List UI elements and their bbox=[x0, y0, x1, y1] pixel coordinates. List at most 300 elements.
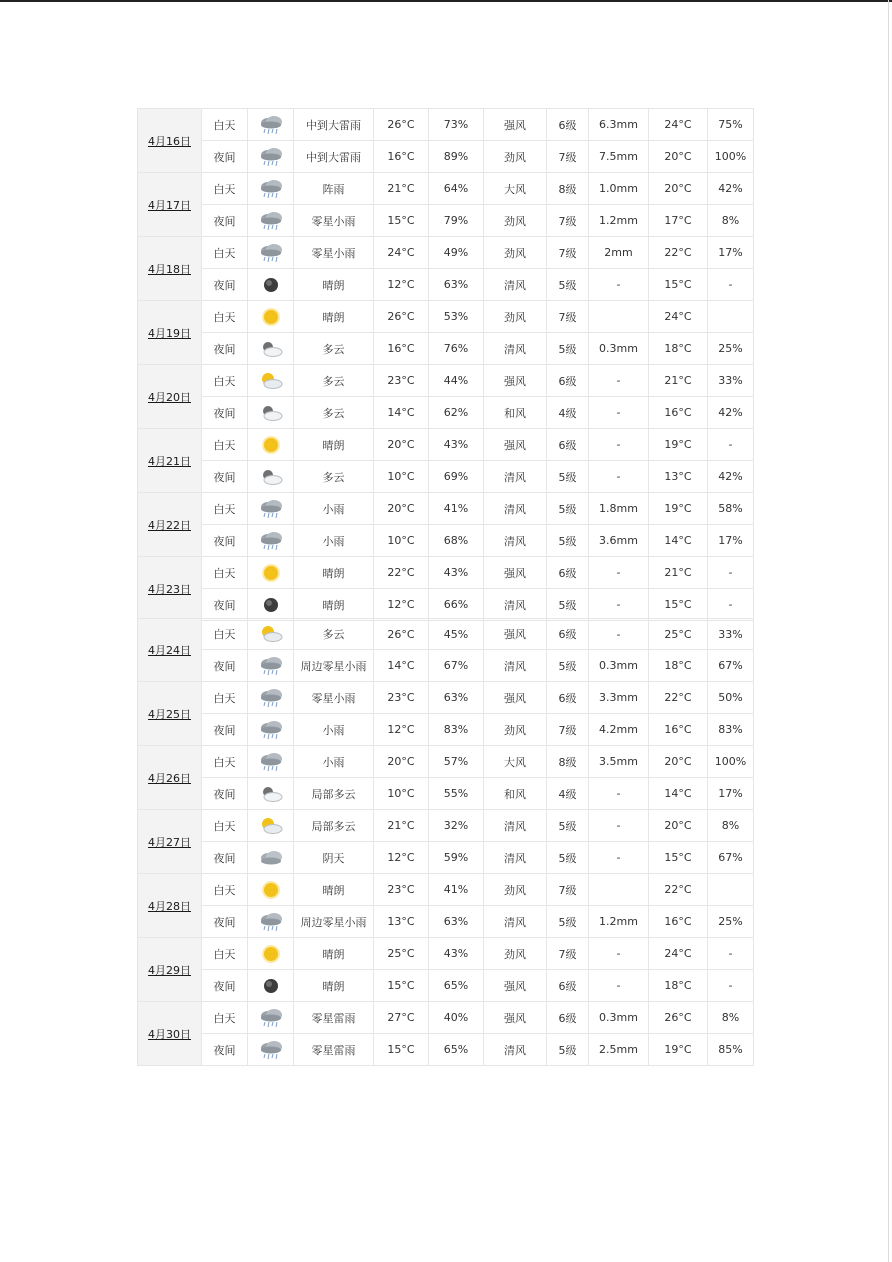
humidity-cell: 89% bbox=[429, 141, 484, 173]
period-cell: 夜间 bbox=[202, 525, 248, 557]
weather-cell: 多云 bbox=[294, 365, 374, 397]
date-link[interactable]: 4月25日 bbox=[148, 707, 191, 721]
weather-cell: 周边零星小雨 bbox=[294, 906, 374, 938]
forecast-row bbox=[138, 205, 754, 237]
moon-icon bbox=[248, 975, 293, 997]
temperature-cell: 26°C bbox=[374, 109, 429, 141]
period-cell: 白天 bbox=[202, 301, 248, 333]
date-cell bbox=[138, 237, 202, 301]
precipitation-cell: - bbox=[589, 619, 649, 650]
feels-like-cell: 18°C bbox=[649, 650, 708, 682]
period-cell: 夜间 bbox=[202, 842, 248, 874]
precipitation-cell: 1.2mm bbox=[589, 906, 649, 938]
wind-cell: 清风 bbox=[484, 525, 547, 557]
icon-cell bbox=[248, 906, 294, 938]
sun-icon bbox=[248, 306, 293, 328]
humidity-cell: 64% bbox=[429, 173, 484, 205]
feels-like-cell: 20°C bbox=[649, 173, 708, 205]
temperature-cell: 14°C bbox=[374, 397, 429, 429]
icon-cell bbox=[248, 557, 294, 589]
feels-like-cell: 18°C bbox=[649, 970, 708, 1002]
wind-level-cell: 4级 bbox=[547, 397, 589, 429]
precipitation-cell: 3.6mm bbox=[589, 525, 649, 557]
temperature-cell: 15°C bbox=[374, 1034, 429, 1066]
forecast-row bbox=[138, 810, 754, 842]
period-cell: 夜间 bbox=[202, 141, 248, 173]
humidity-cell: 69% bbox=[429, 461, 484, 493]
humidity-cell: 40% bbox=[429, 1002, 484, 1034]
period-cell: 夜间 bbox=[202, 397, 248, 429]
icon-cell bbox=[248, 619, 294, 650]
temperature-cell: 10°C bbox=[374, 461, 429, 493]
forecast-row bbox=[138, 237, 754, 269]
feels-like-cell: 16°C bbox=[649, 906, 708, 938]
wind-level-cell: 5级 bbox=[547, 650, 589, 682]
rain-icon bbox=[248, 751, 293, 773]
partly-cloudy-night-icon bbox=[248, 338, 293, 360]
icon-cell bbox=[248, 525, 294, 557]
humidity-cell: 63% bbox=[429, 906, 484, 938]
weather-cell: 周边零星小雨 bbox=[294, 650, 374, 682]
wind-cell: 大风 bbox=[484, 173, 547, 205]
humidity-cell: 63% bbox=[429, 682, 484, 714]
temperature-cell: 15°C bbox=[374, 970, 429, 1002]
chance-cell: - bbox=[708, 589, 754, 621]
icon-cell bbox=[248, 778, 294, 810]
weather-cell: 零星雷雨 bbox=[294, 1002, 374, 1034]
chance-cell: 25% bbox=[708, 906, 754, 938]
period-cell: 白天 bbox=[202, 1002, 248, 1034]
chance-cell: 42% bbox=[708, 397, 754, 429]
forecast-row bbox=[138, 429, 754, 461]
date-cell bbox=[138, 173, 202, 237]
chance-cell: 83% bbox=[708, 714, 754, 746]
icon-cell bbox=[248, 746, 294, 778]
icon-cell bbox=[248, 141, 294, 173]
period-cell: 夜间 bbox=[202, 205, 248, 237]
partly-cloudy-night-icon bbox=[248, 783, 293, 805]
wind-cell: 清风 bbox=[484, 269, 547, 301]
chance-cell bbox=[708, 301, 754, 333]
temperature-cell: 27°C bbox=[374, 1002, 429, 1034]
precipitation-cell: - bbox=[589, 365, 649, 397]
partly-cloudy-day-icon bbox=[248, 623, 293, 645]
temperature-cell: 12°C bbox=[374, 842, 429, 874]
icon-cell bbox=[248, 109, 294, 141]
rain-icon bbox=[248, 114, 293, 136]
wind-cell: 清风 bbox=[484, 810, 547, 842]
wind-level-cell: 7级 bbox=[547, 874, 589, 906]
wind-level-cell: 5级 bbox=[547, 842, 589, 874]
humidity-cell: 59% bbox=[429, 842, 484, 874]
wind-cell: 清风 bbox=[484, 333, 547, 365]
wind-cell: 劲风 bbox=[484, 301, 547, 333]
precipitation-cell: - bbox=[589, 557, 649, 589]
feels-like-cell: 25°C bbox=[649, 619, 708, 650]
date-link[interactable]: 4月24日 bbox=[148, 644, 191, 657]
feels-like-cell: 21°C bbox=[649, 365, 708, 397]
wind-level-cell: 8级 bbox=[547, 746, 589, 778]
period-cell: 夜间 bbox=[202, 650, 248, 682]
precipitation-cell: - bbox=[589, 269, 649, 301]
date-link[interactable]: 4月17日 bbox=[148, 198, 191, 212]
weather-cell: 小雨 bbox=[294, 714, 374, 746]
temperature-cell: 23°C bbox=[374, 874, 429, 906]
period-cell: 夜间 bbox=[202, 1034, 248, 1066]
date-cell bbox=[138, 557, 202, 621]
temperature-cell: 22°C bbox=[374, 557, 429, 589]
weather-cell: 晴朗 bbox=[294, 557, 374, 589]
icon-cell bbox=[248, 397, 294, 429]
precipitation-cell: 2mm bbox=[589, 237, 649, 269]
wind-level-cell: 6级 bbox=[547, 365, 589, 397]
partly-cloudy-day-icon bbox=[248, 370, 293, 392]
weather-cell: 小雨 bbox=[294, 525, 374, 557]
wind-cell: 和风 bbox=[484, 397, 547, 429]
weather-cell: 小雨 bbox=[294, 746, 374, 778]
chance-cell: 100% bbox=[708, 141, 754, 173]
chance-cell: - bbox=[708, 557, 754, 589]
icon-cell bbox=[248, 365, 294, 397]
icon-cell bbox=[248, 1034, 294, 1066]
date-link[interactable]: 4月30日 bbox=[148, 1027, 191, 1041]
humidity-cell: 41% bbox=[429, 493, 484, 525]
forecast-row bbox=[138, 906, 754, 938]
date-link[interactable]: 4月21日 bbox=[148, 454, 191, 468]
precipitation-cell: - bbox=[589, 842, 649, 874]
weather-cell: 零星小雨 bbox=[294, 237, 374, 269]
weather-table-part-1 bbox=[137, 108, 754, 621]
date-cell bbox=[138, 301, 202, 365]
wind-cell: 劲风 bbox=[484, 714, 547, 746]
temperature-cell: 10°C bbox=[374, 525, 429, 557]
weather-cell: 晴朗 bbox=[294, 938, 374, 970]
icon-cell bbox=[248, 810, 294, 842]
wind-level-cell: 6级 bbox=[547, 109, 589, 141]
wind-cell: 清风 bbox=[484, 650, 547, 682]
precipitation-cell: - bbox=[589, 778, 649, 810]
period-cell: 白天 bbox=[202, 173, 248, 205]
icon-cell bbox=[248, 589, 294, 621]
weather-cell: 中到大雷雨 bbox=[294, 141, 374, 173]
period-cell: 夜间 bbox=[202, 970, 248, 1002]
chance-cell: 17% bbox=[708, 237, 754, 269]
feels-like-cell: 15°C bbox=[649, 269, 708, 301]
humidity-cell: 32% bbox=[429, 810, 484, 842]
rain-icon bbox=[248, 178, 293, 200]
wind-cell: 清风 bbox=[484, 1034, 547, 1066]
sun-icon bbox=[248, 434, 293, 456]
precipitation-cell: - bbox=[589, 429, 649, 461]
date-link[interactable]: 4月27日 bbox=[148, 835, 191, 849]
chance-cell bbox=[708, 874, 754, 906]
forecast-row bbox=[138, 589, 754, 621]
precipitation-cell bbox=[589, 301, 649, 333]
feels-like-cell: 19°C bbox=[649, 429, 708, 461]
wind-cell: 大风 bbox=[484, 746, 547, 778]
humidity-cell: 57% bbox=[429, 746, 484, 778]
period-cell: 白天 bbox=[202, 493, 248, 525]
wind-level-cell: 5级 bbox=[547, 906, 589, 938]
humidity-cell: 76% bbox=[429, 333, 484, 365]
forecast-row bbox=[138, 173, 754, 205]
wind-cell: 劲风 bbox=[484, 141, 547, 173]
weather-cell: 晴朗 bbox=[294, 301, 374, 333]
feels-like-cell: 21°C bbox=[649, 557, 708, 589]
date-cell bbox=[138, 429, 202, 493]
wind-cell: 和风 bbox=[484, 778, 547, 810]
wind-level-cell: 8级 bbox=[547, 173, 589, 205]
period-cell: 白天 bbox=[202, 619, 248, 650]
precipitation-cell: 4.2mm bbox=[589, 714, 649, 746]
humidity-cell: 66% bbox=[429, 589, 484, 621]
date-cell bbox=[138, 938, 202, 1002]
forecast-row bbox=[138, 650, 754, 682]
chance-cell: - bbox=[708, 970, 754, 1002]
precipitation-cell: 3.3mm bbox=[589, 682, 649, 714]
temperature-cell: 26°C bbox=[374, 301, 429, 333]
rain-icon bbox=[248, 146, 293, 168]
precipitation-cell: 3.5mm bbox=[589, 746, 649, 778]
feels-like-cell: 26°C bbox=[649, 1002, 708, 1034]
feels-like-cell: 14°C bbox=[649, 778, 708, 810]
cloud-icon bbox=[248, 847, 293, 869]
date-cell bbox=[138, 109, 202, 173]
weather-cell: 多云 bbox=[294, 461, 374, 493]
feels-like-cell: 22°C bbox=[649, 682, 708, 714]
wind-cell: 强风 bbox=[484, 365, 547, 397]
feels-like-cell: 24°C bbox=[649, 109, 708, 141]
wind-cell: 清风 bbox=[484, 461, 547, 493]
precipitation-cell bbox=[589, 874, 649, 906]
wind-level-cell: 6级 bbox=[547, 1002, 589, 1034]
wind-level-cell: 5级 bbox=[547, 810, 589, 842]
page-edge bbox=[888, 0, 889, 1262]
date-link[interactable]: 4月28日 bbox=[148, 899, 191, 913]
wind-cell: 强风 bbox=[484, 1002, 547, 1034]
date-cell bbox=[138, 619, 202, 682]
period-cell: 白天 bbox=[202, 109, 248, 141]
temperature-cell: 20°C bbox=[374, 746, 429, 778]
humidity-cell: 41% bbox=[429, 874, 484, 906]
date-link[interactable]: 4月26日 bbox=[148, 771, 191, 785]
forecast-row bbox=[138, 109, 754, 141]
humidity-cell: 79% bbox=[429, 205, 484, 237]
period-cell: 夜间 bbox=[202, 906, 248, 938]
period-cell: 白天 bbox=[202, 810, 248, 842]
period-cell: 夜间 bbox=[202, 589, 248, 621]
chance-cell: - bbox=[708, 269, 754, 301]
forecast-row bbox=[138, 778, 754, 810]
date-link[interactable]: 4月29日 bbox=[148, 963, 191, 977]
date-cell bbox=[138, 746, 202, 810]
chance-cell: 67% bbox=[708, 842, 754, 874]
wind-level-cell: 7级 bbox=[547, 141, 589, 173]
chance-cell: 50% bbox=[708, 682, 754, 714]
temperature-cell: 21°C bbox=[374, 810, 429, 842]
wind-level-cell: 6级 bbox=[547, 970, 589, 1002]
chance-cell: 17% bbox=[708, 525, 754, 557]
precipitation-cell: 2.5mm bbox=[589, 1034, 649, 1066]
temperature-cell: 23°C bbox=[374, 365, 429, 397]
period-cell: 白天 bbox=[202, 746, 248, 778]
precipitation-cell: - bbox=[589, 397, 649, 429]
precipitation-cell: 1.8mm bbox=[589, 493, 649, 525]
wind-level-cell: 5级 bbox=[547, 269, 589, 301]
chance-cell: - bbox=[708, 938, 754, 970]
icon-cell bbox=[248, 874, 294, 906]
humidity-cell: 43% bbox=[429, 938, 484, 970]
temperature-cell: 20°C bbox=[374, 429, 429, 461]
temperature-cell: 12°C bbox=[374, 589, 429, 621]
icon-cell bbox=[248, 493, 294, 525]
weather-cell: 零星雷雨 bbox=[294, 1034, 374, 1066]
chance-cell: 42% bbox=[708, 461, 754, 493]
forecast-row bbox=[138, 525, 754, 557]
forecast-row bbox=[138, 557, 754, 589]
wind-cell: 强风 bbox=[484, 557, 547, 589]
period-cell: 夜间 bbox=[202, 461, 248, 493]
temperature-cell: 10°C bbox=[374, 778, 429, 810]
temperature-cell: 13°C bbox=[374, 906, 429, 938]
forecast-row bbox=[138, 333, 754, 365]
forecast-row bbox=[138, 1002, 754, 1034]
icon-cell bbox=[248, 682, 294, 714]
temperature-cell: 24°C bbox=[374, 237, 429, 269]
weather-cell: 局部多云 bbox=[294, 778, 374, 810]
date-link[interactable]: 4月20日 bbox=[148, 390, 191, 404]
icon-cell bbox=[248, 333, 294, 365]
wind-level-cell: 4级 bbox=[547, 778, 589, 810]
icon-cell bbox=[248, 650, 294, 682]
precipitation-cell: 1.0mm bbox=[589, 173, 649, 205]
forecast-row bbox=[138, 461, 754, 493]
chance-cell: 8% bbox=[708, 810, 754, 842]
icon-cell bbox=[248, 461, 294, 493]
period-cell: 夜间 bbox=[202, 778, 248, 810]
date-cell bbox=[138, 493, 202, 557]
feels-like-cell: 20°C bbox=[649, 810, 708, 842]
feels-like-cell: 18°C bbox=[649, 333, 708, 365]
forecast-row bbox=[138, 874, 754, 906]
date-link[interactable]: 4月22日 bbox=[148, 518, 191, 532]
weather-cell: 局部多云 bbox=[294, 810, 374, 842]
wind-cell: 清风 bbox=[484, 493, 547, 525]
rain-icon bbox=[248, 687, 293, 709]
rain-icon bbox=[248, 530, 293, 552]
date-link[interactable]: 4月23日 bbox=[148, 582, 191, 596]
forecast-row bbox=[138, 714, 754, 746]
wind-level-cell: 5级 bbox=[547, 461, 589, 493]
weather-cell: 晴朗 bbox=[294, 874, 374, 906]
date-link[interactable]: 4月18日 bbox=[148, 262, 191, 276]
rain-icon bbox=[248, 911, 293, 933]
chance-cell: 8% bbox=[708, 1002, 754, 1034]
precipitation-cell: - bbox=[589, 970, 649, 1002]
period-cell: 白天 bbox=[202, 874, 248, 906]
humidity-cell: 63% bbox=[429, 269, 484, 301]
icon-cell bbox=[248, 237, 294, 269]
forecast-row bbox=[138, 842, 754, 874]
forecast-row bbox=[138, 493, 754, 525]
humidity-cell: 44% bbox=[429, 365, 484, 397]
wind-level-cell: 7级 bbox=[547, 938, 589, 970]
temperature-cell: 14°C bbox=[374, 650, 429, 682]
humidity-cell: 65% bbox=[429, 970, 484, 1002]
period-cell: 白天 bbox=[202, 429, 248, 461]
chance-cell: 17% bbox=[708, 778, 754, 810]
sun-icon bbox=[248, 562, 293, 584]
chance-cell: 85% bbox=[708, 1034, 754, 1066]
forecast-row bbox=[138, 397, 754, 429]
feels-like-cell: 20°C bbox=[649, 746, 708, 778]
wind-cell: 强风 bbox=[484, 682, 547, 714]
period-cell: 夜间 bbox=[202, 333, 248, 365]
date-cell bbox=[138, 1002, 202, 1066]
forecast-row bbox=[138, 970, 754, 1002]
humidity-cell: 53% bbox=[429, 301, 484, 333]
sun-icon bbox=[248, 879, 293, 901]
weather-cell: 零星小雨 bbox=[294, 682, 374, 714]
wind-level-cell: 7级 bbox=[547, 301, 589, 333]
wind-cell: 劲风 bbox=[484, 874, 547, 906]
wind-level-cell: 5级 bbox=[547, 493, 589, 525]
period-cell: 夜间 bbox=[202, 269, 248, 301]
chance-cell: 8% bbox=[708, 205, 754, 237]
date-link[interactable]: 4月16日 bbox=[148, 134, 191, 148]
wind-cell: 劲风 bbox=[484, 205, 547, 237]
wind-level-cell: 5级 bbox=[547, 589, 589, 621]
wind-cell: 清风 bbox=[484, 842, 547, 874]
wind-cell: 清风 bbox=[484, 589, 547, 621]
date-link[interactable]: 4月19日 bbox=[148, 326, 191, 340]
period-cell: 白天 bbox=[202, 938, 248, 970]
forecast-row bbox=[138, 1034, 754, 1066]
feels-like-cell: 22°C bbox=[649, 874, 708, 906]
wind-cell: 劲风 bbox=[484, 237, 547, 269]
rain-icon bbox=[248, 655, 293, 677]
icon-cell bbox=[248, 205, 294, 237]
temperature-cell: 15°C bbox=[374, 205, 429, 237]
feels-like-cell: 22°C bbox=[649, 237, 708, 269]
wind-level-cell: 7级 bbox=[547, 237, 589, 269]
feels-like-cell: 19°C bbox=[649, 493, 708, 525]
icon-cell bbox=[248, 429, 294, 461]
precipitation-cell: 6.3mm bbox=[589, 109, 649, 141]
humidity-cell: 45% bbox=[429, 619, 484, 650]
forecast-row bbox=[138, 682, 754, 714]
chance-cell: 33% bbox=[708, 619, 754, 650]
feels-like-cell: 14°C bbox=[649, 525, 708, 557]
feels-like-cell: 16°C bbox=[649, 397, 708, 429]
humidity-cell: 49% bbox=[429, 237, 484, 269]
wind-cell: 强风 bbox=[484, 429, 547, 461]
forecast-row bbox=[138, 746, 754, 778]
date-cell bbox=[138, 874, 202, 938]
rain-icon bbox=[248, 1039, 293, 1061]
feels-like-cell: 24°C bbox=[649, 301, 708, 333]
feels-like-cell: 15°C bbox=[649, 589, 708, 621]
humidity-cell: 62% bbox=[429, 397, 484, 429]
feels-like-cell: 17°C bbox=[649, 205, 708, 237]
precipitation-cell: 0.3mm bbox=[589, 650, 649, 682]
rain-icon bbox=[248, 498, 293, 520]
chance-cell: 67% bbox=[708, 650, 754, 682]
period-cell: 白天 bbox=[202, 682, 248, 714]
humidity-cell: 55% bbox=[429, 778, 484, 810]
weather-cell: 零星小雨 bbox=[294, 205, 374, 237]
weather-table-part-2 bbox=[137, 618, 754, 1066]
